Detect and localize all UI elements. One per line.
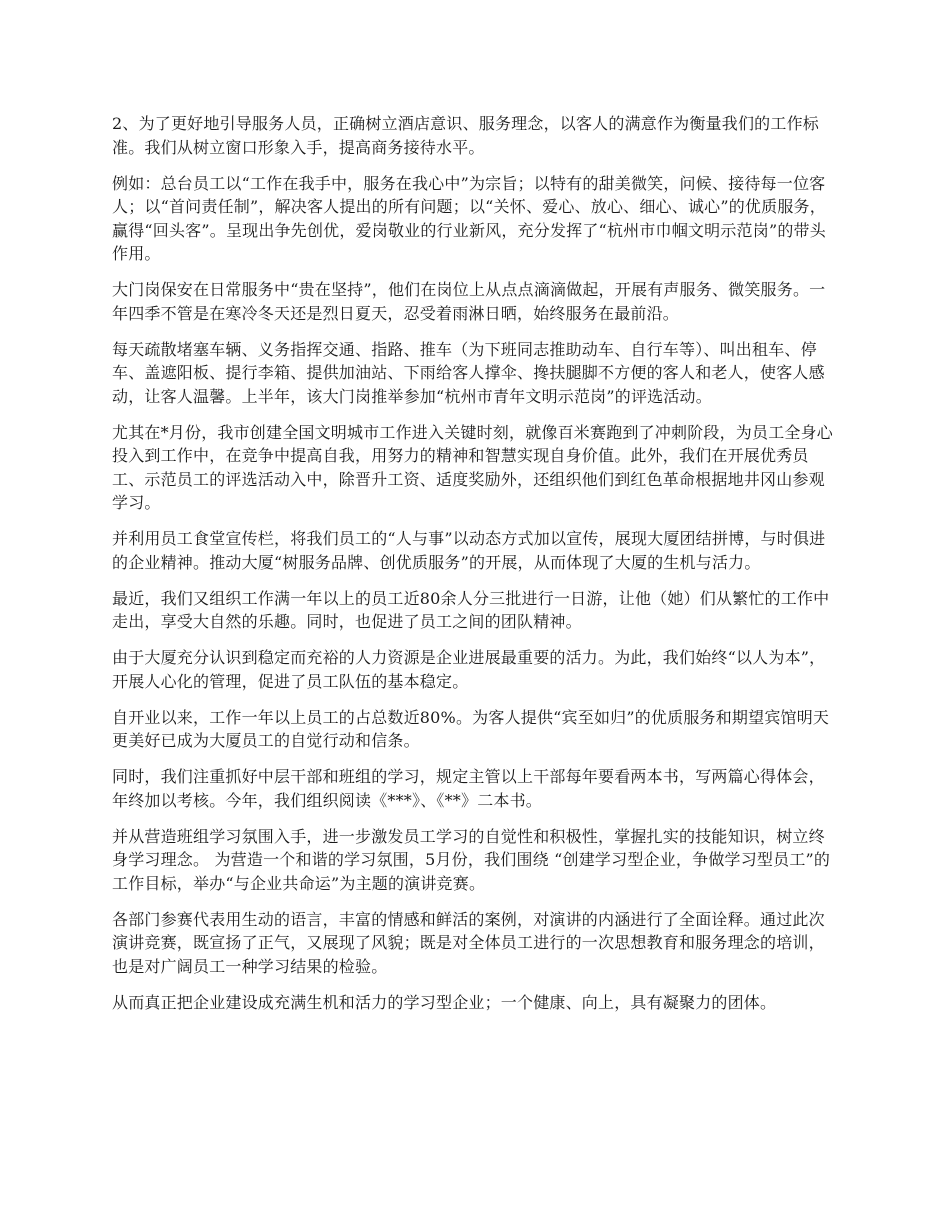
- paragraph-10: 同时，我们注重抓好中层干部和班组的学习，规定主管以上干部每年要看两本书，写两篇心得体会，年终加以考核。今年，我们组织阅读《***》、《**》二本书。: [112, 767, 825, 810]
- paragraph-11: 并从营造班组学习氛围入手，进一步激发员工学习的自觉性和积极性，掌握扎实的技能知识，树立终身学习理念。 为营造一个和谐的学习氛围，5月份，我们围绕 “创建学习型企业，争做学习型员工”的工作目标，举办“与企业共命运”为主题的演讲竞赛。: [112, 826, 831, 893]
- paragraph-5: 尤其在*月份，我市创建全国文明城市工作进入关键时刻，就像百米赛跑到了冲刺阶段，为员工全身心投入到工作中，在竞争中提高自我，用努力的精神和智慧实现自身价值。此外，我们在开展优秀员工、示范员工的评选活动入中，除晋升工资、适度奖励外，还组织他们到红色革命根据地井冈山参观学习。: [112, 422, 834, 512]
- paragraph-8: 由于大厦充分认识到稳定而充裕的人力资源是企业进展最重要的活力。为此，我们始终“以人为本”，开展人心化的管理，促进了员工队伍的基本稳定。: [112, 648, 826, 691]
- paragraph-1: 2、为了更好地引导服务人员，正确树立酒店意识、服务理念，以客人的满意作为衡量我们的工作标准。我们从树立窗口形象入手，提高商务接待水平。: [112, 114, 819, 157]
- paragraph-3: 大门岗保安在日常服务中“贵在坚持”，他们在岗位上从点点滴滴做起，开展有声服务、微笑服务。一年四季不管是在寒冷冬天还是烈日夏天，忍受着雨淋日晒，始终服务在最前沿。: [112, 280, 826, 323]
- paragraph-4: 每天疏散堵塞车辆、义务指挥交通、指路、推车（为下班同志推助动车、自行车等）、叫出租车、停车、盖遮阳板、提行李箱、提供加油站、下雨给客人撑伞、搀扶腿脚不方便的客人和老人，使客人感动，让客人温馨。上半年，该大门岗推举参加“杭州市青年文明示范岗”的评选活动。: [112, 339, 825, 406]
- paragraph-12: 各部门参赛代表用生动的语言，丰富的情感和鲜活的案例，对演讲的内涵进行了全面诠释。通过此次演讲竞赛，既宣扬了正气，又展现了风貌；既是对全体员工进行的一次思想教育和服务理念的培训，也是对广阔员工一种学习结果的检验。: [112, 909, 825, 976]
- document-page: [112, 112, 838, 1027]
- paragraph-7: 最近，我们又组织工作满一年以上的员工近80余人分三批进行一日游，让他（她）们从繁忙的工作中走出，享受大自然的乐趣。同时，也促进了员工之间的团队精神。: [112, 588, 830, 631]
- paragraph-13: 从而真正把企业建设成充满生机和活力的学习型企业；一个健康、向上，具有凝聚力的团体。: [112, 992, 777, 1012]
- paragraph-9: 自开业以来，工作一年以上员工的占总数近80%。为客人提供“宾至如归”的优质服务和期望宾馆明天更美好已成为大厦员工的自觉行动和信条。: [112, 707, 830, 750]
- paragraph-6: 并利用员工食堂宣传栏，将我们员工的“人与事”以动态方式加以宣传，展现大厦团结拼博，与时俱进的企业精神。推动大厦“树服务品牌、创优质服务”的开展，从而体现了大厦的生机与活力。: [112, 529, 826, 572]
- paragraph-2: 例如：总台员工以“工作在我手中，服务在我心中”为宗旨；以特有的甜美微笑，问候、接待每一位客人；以“首问责任制”，解决客人提出的所有问题；以“关怀、爱心、放心、细心、诚心”的优质服务，赢得“回头客”。呈现出争先创优，爱岗敬业的行业新风，充分发挥了“杭州市巾帼文明示范岗”的带头作用。: [112, 173, 826, 263]
